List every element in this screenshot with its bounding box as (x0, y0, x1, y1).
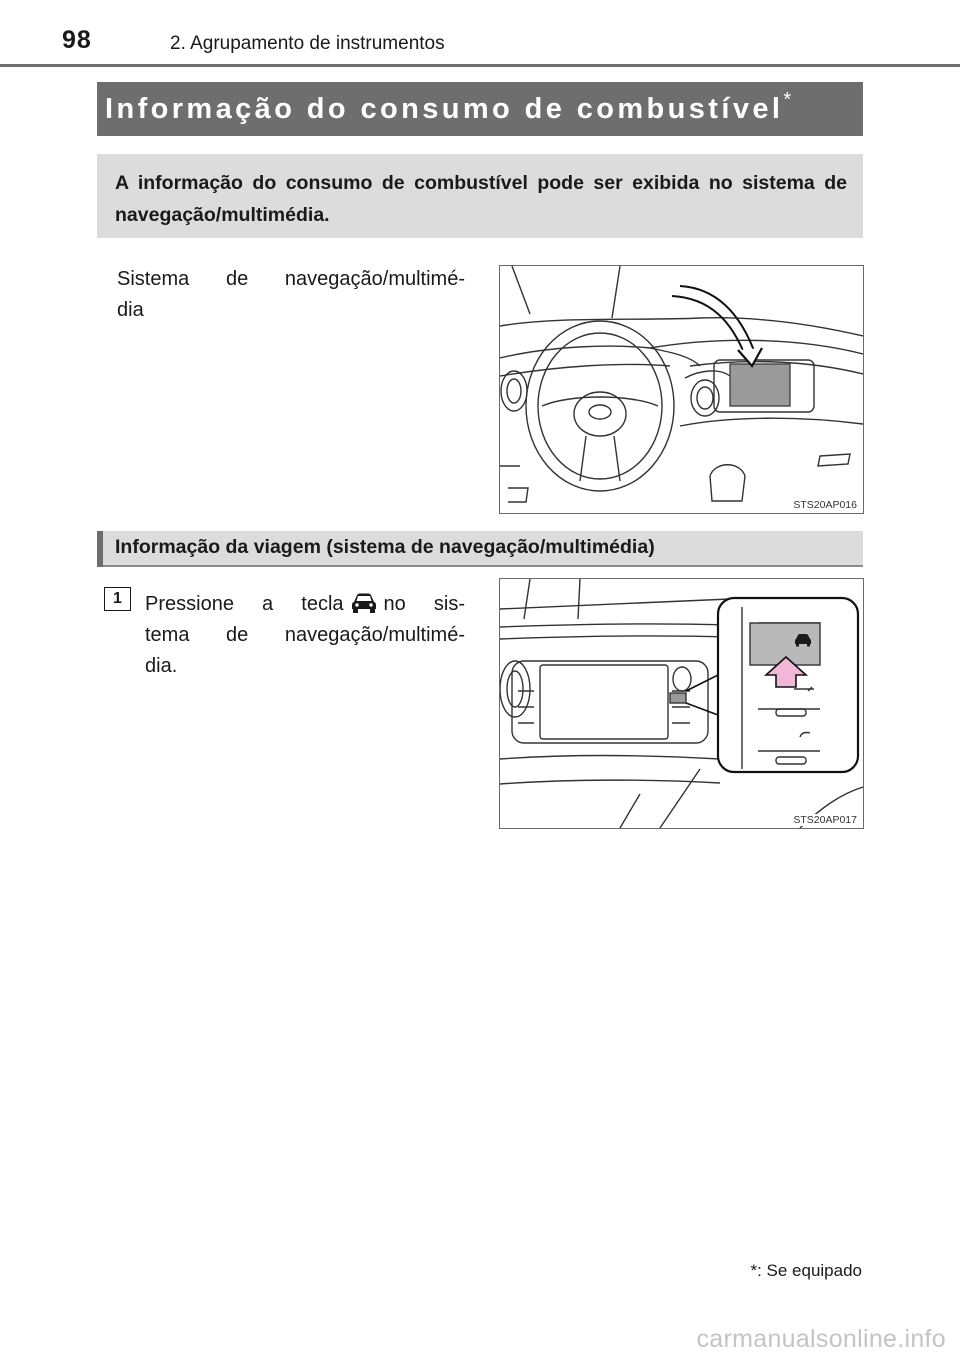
step1-line2: tema de navegação/multimé- (145, 624, 465, 646)
step-number: 1 (104, 587, 131, 611)
step1-text-before: Pressione a tecla (145, 593, 344, 615)
footnote-marker: * (750, 1261, 758, 1280)
figure1-caption (117, 264, 465, 326)
equipped-marker: * (783, 89, 792, 111)
subsection-accent-bar (97, 531, 103, 567)
car-icon (350, 592, 378, 614)
section-title-text: Informação do consumo de combustível (105, 93, 784, 125)
dashboard-drawing (500, 266, 863, 513)
subsection-title: Informação da viagem (sistema de navegação/multimédia) (115, 536, 655, 558)
page-number: 98 (62, 26, 92, 54)
footnote (750, 1261, 862, 1281)
figure2-code: STS20AP017 (793, 814, 857, 826)
footnote-text: : Se equipado (757, 1261, 862, 1280)
chapter-title: 2. Agrupamento de instrumentos (170, 33, 445, 54)
figure1-caption-line1: Sistema de navegação/multimé- (117, 268, 465, 290)
step1-line3: dia. (145, 655, 178, 677)
multimedia-unit-illustration (499, 578, 864, 829)
header-divider (0, 64, 960, 67)
watermark: carmanualsonline.info (696, 1325, 946, 1353)
step1-text-after: no sis- (383, 593, 466, 615)
section-title (105, 89, 791, 126)
step1-line1 (145, 589, 465, 620)
dashboard-illustration (499, 265, 864, 514)
step1-text (145, 589, 465, 682)
figure1-caption-line2: dia (117, 299, 144, 321)
figure1-code: STS20AP016 (793, 499, 857, 511)
intro-text: A informação do consumo de combustível pode ser exibida no sistema de navegação/multimédia. (115, 172, 847, 226)
multimedia-drawing (500, 579, 863, 828)
subsection-underline (97, 565, 863, 567)
